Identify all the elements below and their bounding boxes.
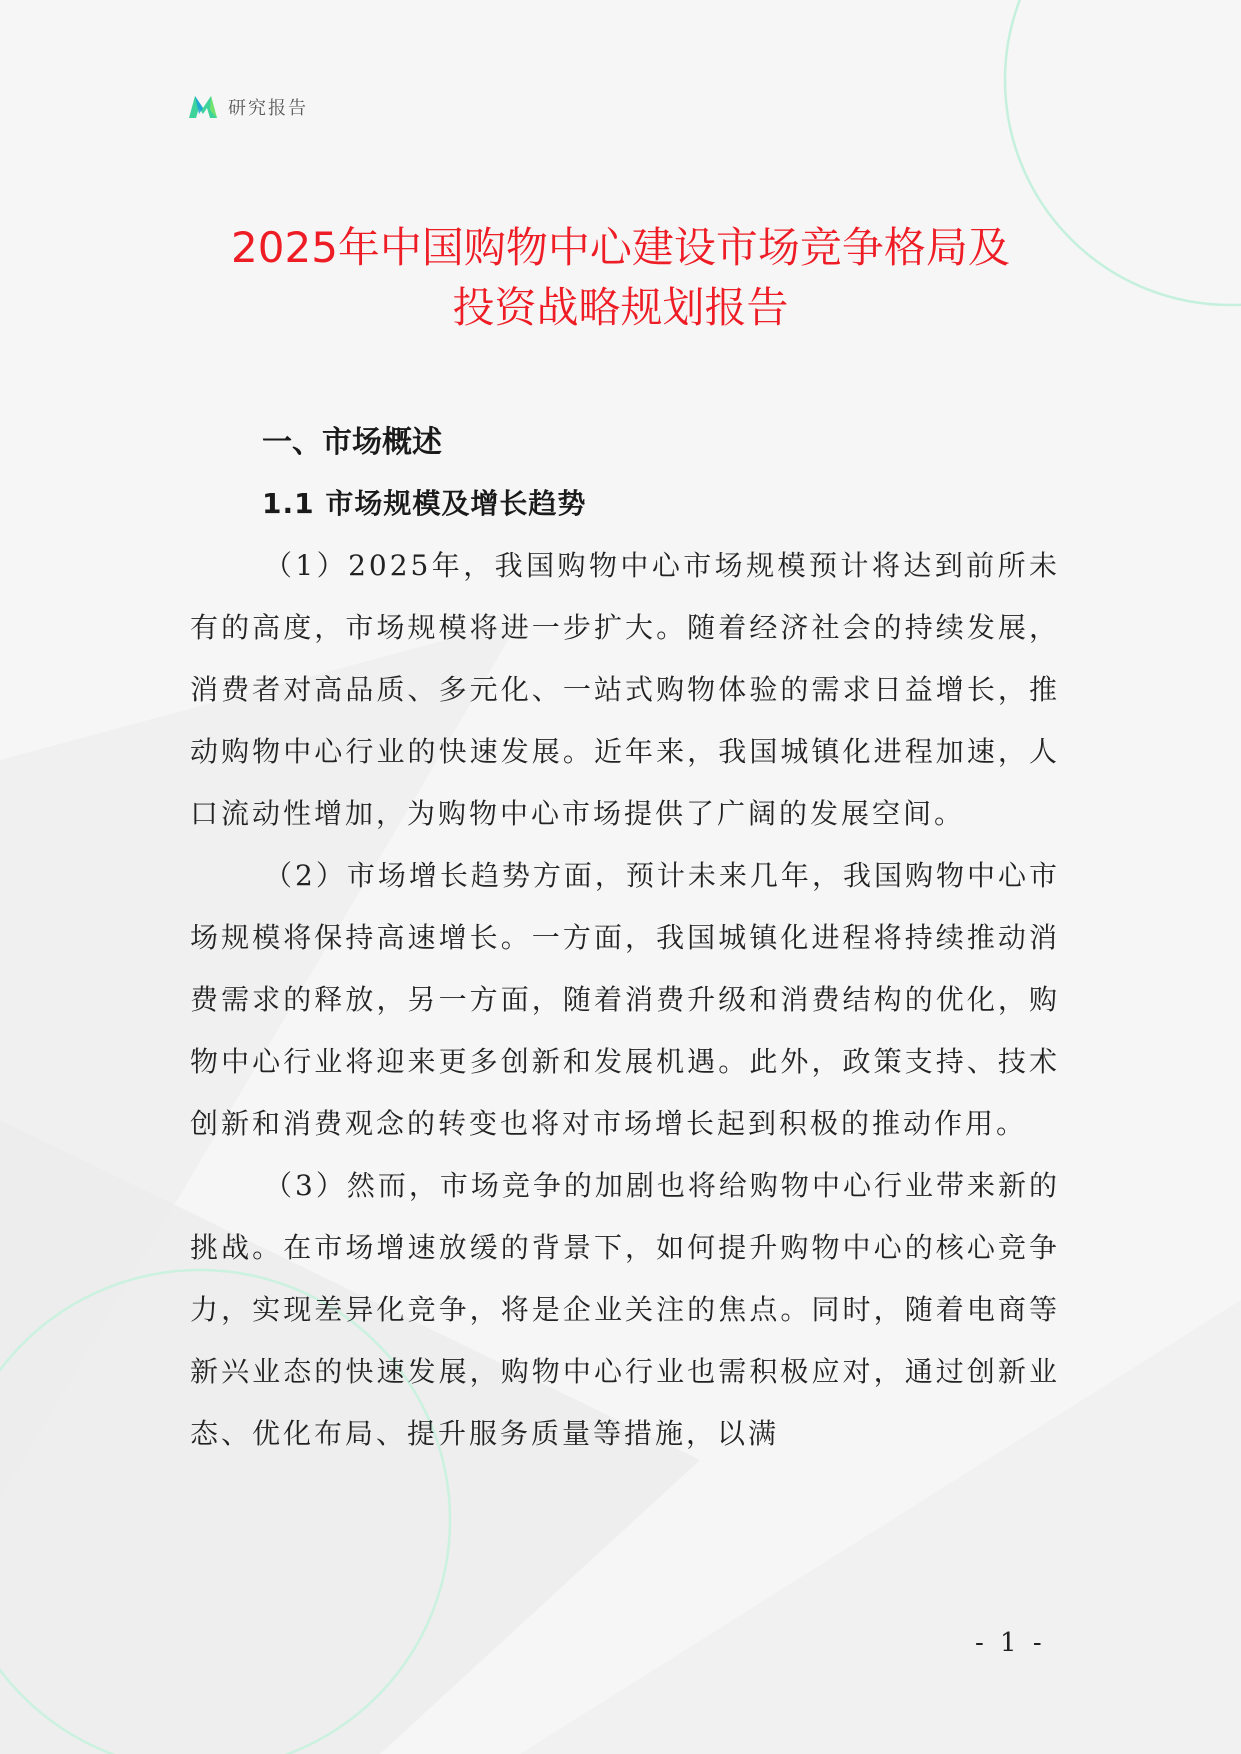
- document-title-line-2: 投资战略规划报告: [452, 283, 789, 332]
- paragraph-3: （3）然而，市场竞争的加剧也将给购物中心行业带来新的挑战。在市场增速放缓的背景下，如何提升购物中心的核心竞争力，实现差异化竞争，将是企业关注的焦点。同时，随着电商等新兴业态的快速发展，购物中心行业也需积极应对，通过创新业态、优化布局、提升服务质量等措施，以满: [190, 1169, 1060, 1450]
- page-number: - 1 -: [975, 1628, 1046, 1658]
- brand-logo-icon: [186, 90, 220, 124]
- paragraph-1: （1）2025年，我国购物中心市场规模预计将达到前所未有的高度，市场规模将进一步扩大。随着经济社会的持续发展，消费者对高品质、多元化、一站式购物体验的需求日益增长，推动购物中心行业的快速发展。近年来，我国城镇化进程加速，人口流动性增加，为购物中心市场提供了广阔的发展空间。: [190, 549, 1060, 830]
- header-label: 研究报告: [228, 98, 308, 119]
- section-heading: 一、市场概述: [262, 425, 442, 460]
- paragraph-2: （2）市场增长趋势方面，预计未来几年，我国购物中心市场规模将保持高速增长。一方面，我国城镇化进程将持续推动消费需求的释放，另一方面，随着消费升级和消费结构的优化，购物中心行业将迎来更多创新和发展机遇。此外，政策支持、技术创新和消费观念的转变也将对市场增长起到积极的推动作用。: [190, 859, 1060, 1140]
- document-title: [150, 218, 1091, 338]
- subsection-heading: 1.1 市场规模及增长趋势: [262, 487, 587, 520]
- document-body: [190, 413, 1060, 1465]
- document-title-line-1: 2025年中国购物中心建设市场竞争格局及: [231, 223, 1010, 272]
- document-header: [186, 90, 308, 124]
